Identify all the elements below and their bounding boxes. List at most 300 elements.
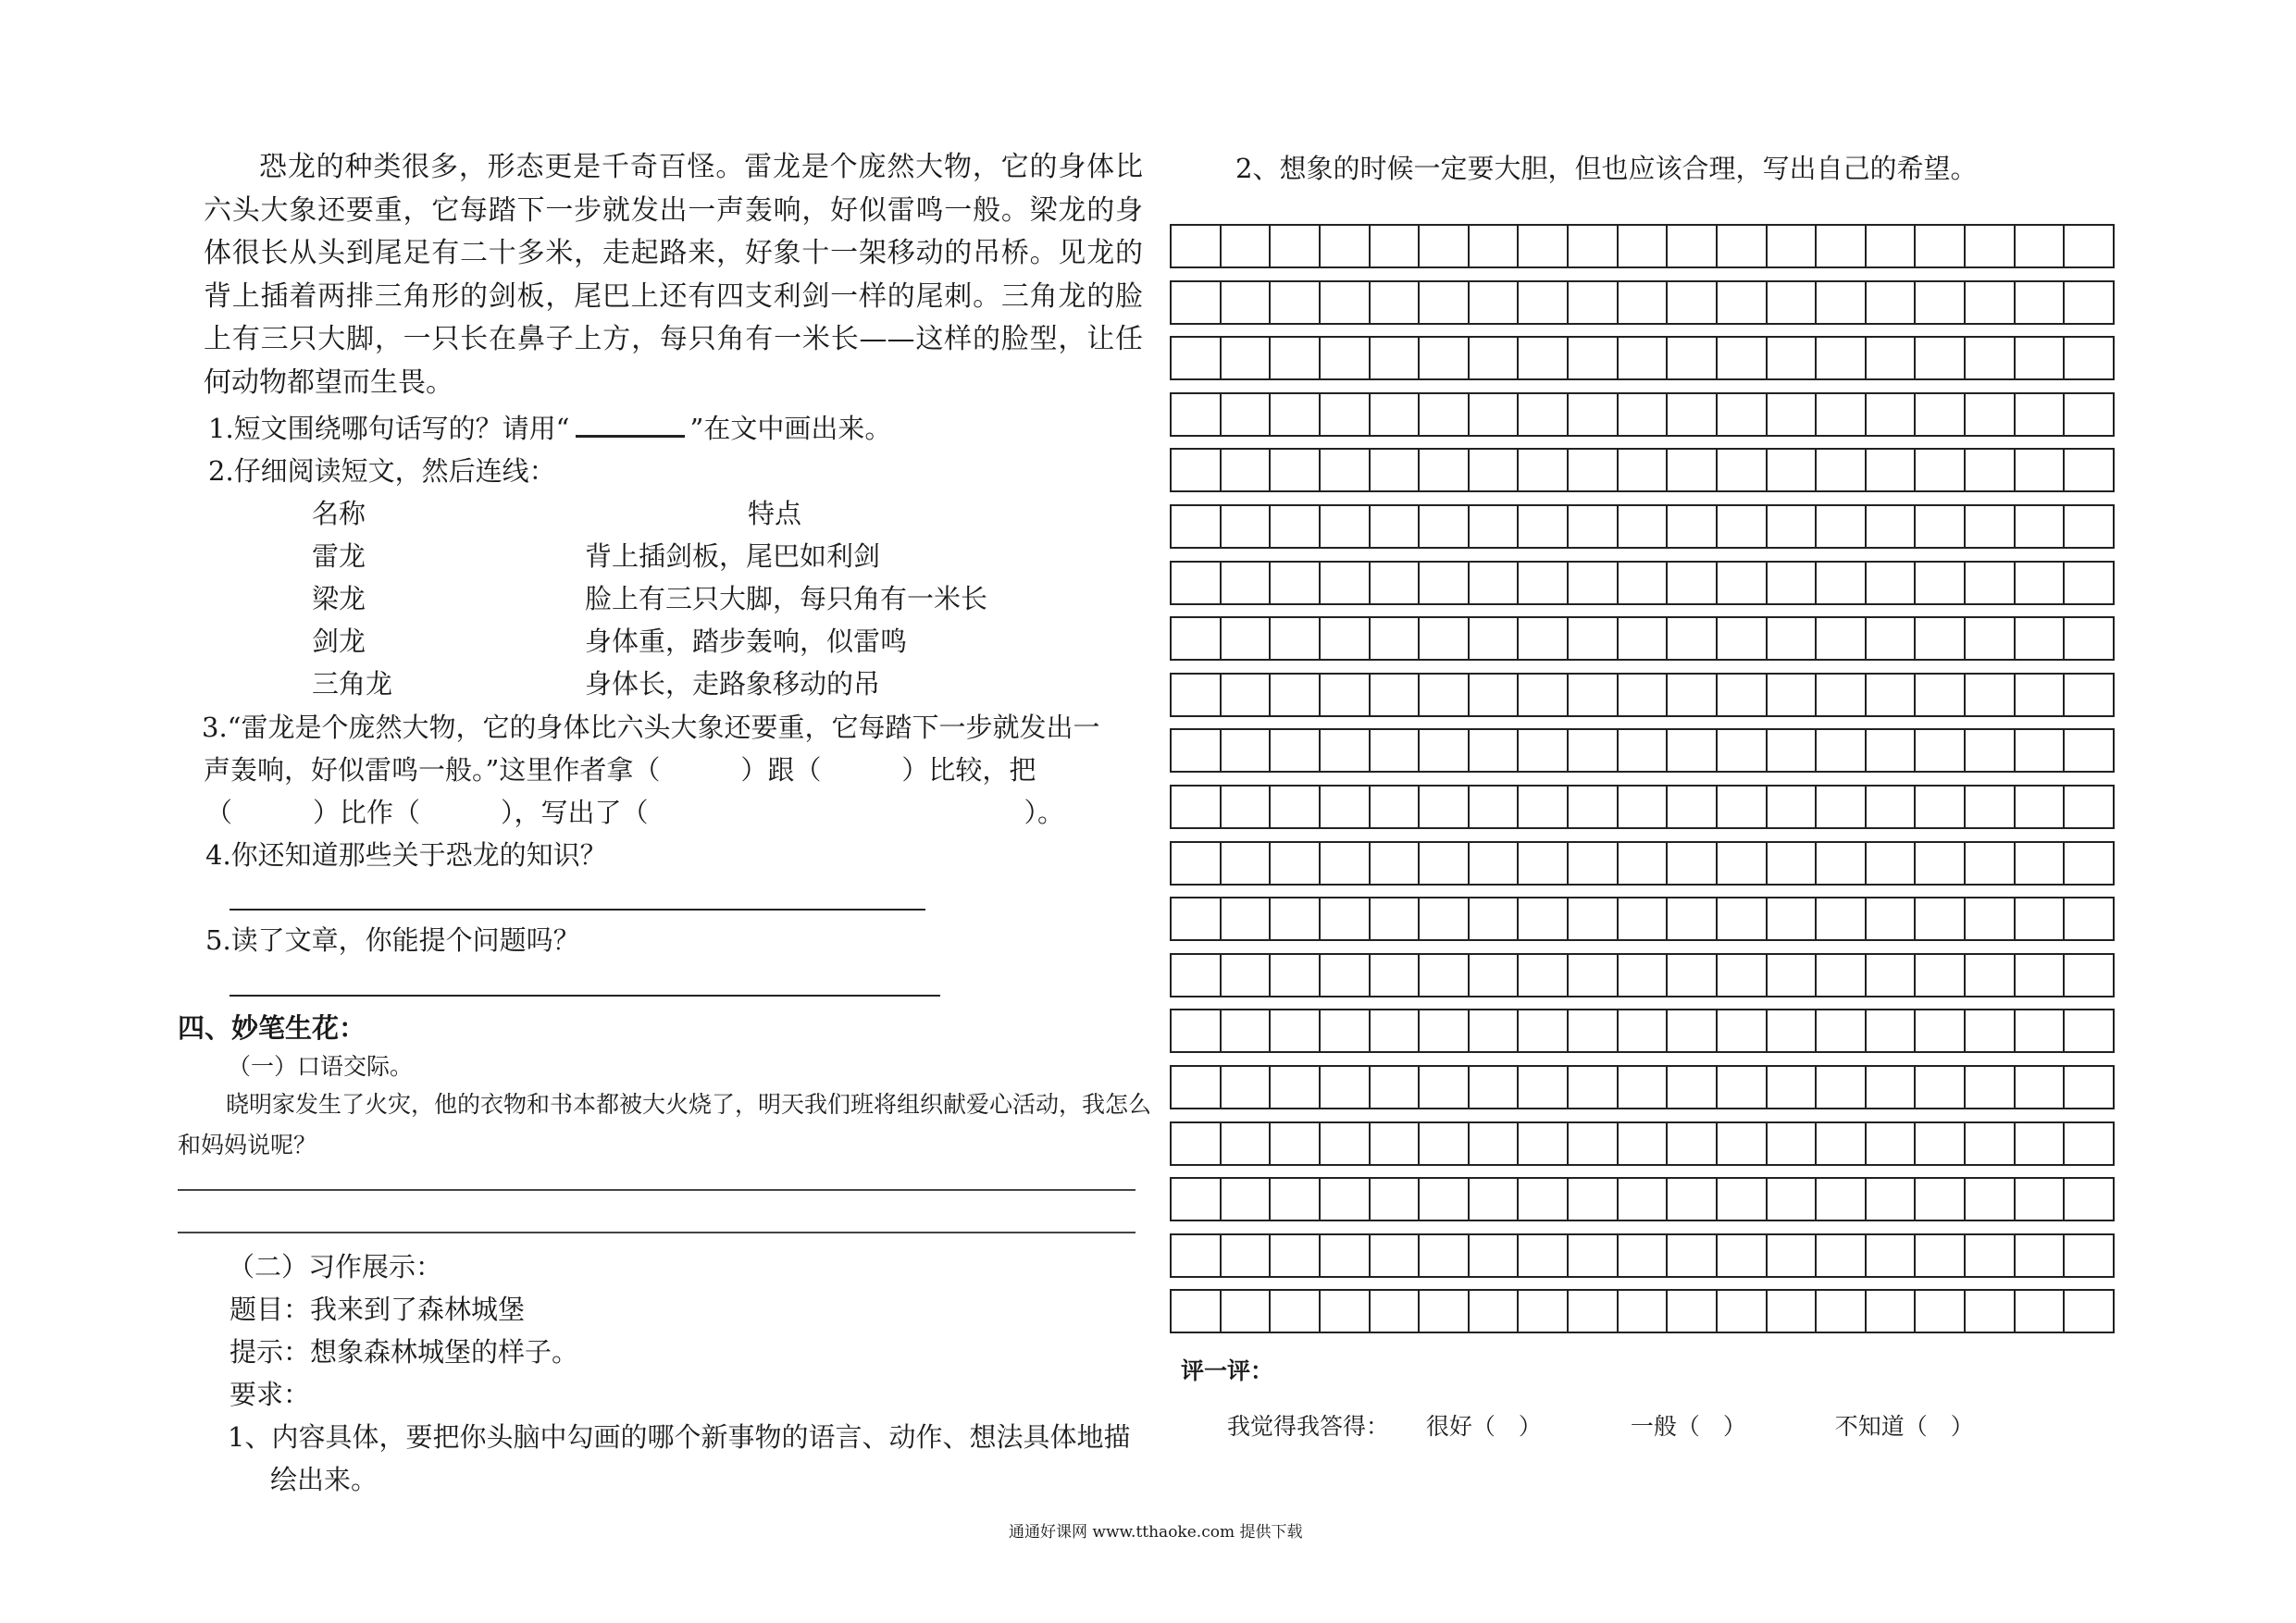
grid-cell[interactable] bbox=[1966, 618, 2016, 659]
grid-cell[interactable] bbox=[1172, 1291, 1222, 1332]
oral-answer-line-1[interactable] bbox=[178, 1189, 1136, 1191]
grid-cell[interactable] bbox=[1420, 506, 1470, 547]
grid-cell[interactable] bbox=[1768, 1291, 1818, 1332]
grid-cell[interactable] bbox=[1768, 675, 1818, 715]
grid-cell[interactable] bbox=[1371, 563, 1421, 603]
match-name-1[interactable]: 雷龙 bbox=[312, 540, 366, 572]
grid-cell[interactable] bbox=[1867, 226, 1917, 266]
grid-cell[interactable] bbox=[1867, 898, 1917, 939]
grid-cell[interactable] bbox=[1668, 618, 1718, 659]
grid-cell[interactable] bbox=[1916, 730, 1966, 771]
grid-cell[interactable] bbox=[1619, 1179, 1669, 1220]
grid-cell[interactable] bbox=[2065, 226, 2115, 266]
grid-cell[interactable] bbox=[1321, 394, 1371, 435]
grid-cell[interactable] bbox=[1371, 1123, 1421, 1164]
grid-cell[interactable] bbox=[1916, 675, 1966, 715]
grid-cell[interactable] bbox=[1668, 282, 1718, 323]
grid-cell[interactable] bbox=[1321, 450, 1371, 490]
grid-cell[interactable] bbox=[1768, 1179, 1818, 1220]
grid-cell[interactable] bbox=[2016, 1291, 2066, 1332]
grid-cell[interactable] bbox=[1966, 226, 2016, 266]
grid-cell[interactable] bbox=[1817, 1235, 1867, 1276]
grid-cell[interactable] bbox=[1768, 955, 1818, 996]
grid-cell[interactable] bbox=[1420, 1291, 1470, 1332]
grid-cell[interactable] bbox=[1817, 450, 1867, 490]
grid-cell[interactable] bbox=[1619, 394, 1669, 435]
grid-cell[interactable] bbox=[1817, 338, 1867, 378]
grid-cell[interactable] bbox=[1619, 1010, 1669, 1051]
grid-cell[interactable] bbox=[1668, 226, 1718, 266]
grid-cell[interactable] bbox=[1470, 955, 1520, 996]
grid-cell[interactable] bbox=[1867, 450, 1917, 490]
grid-cell[interactable] bbox=[1172, 1179, 1222, 1220]
grid-cell[interactable] bbox=[1966, 1291, 2016, 1332]
grid-cell[interactable] bbox=[1668, 1010, 1718, 1051]
grid-cell[interactable] bbox=[1271, 1067, 1321, 1108]
grid-cell[interactable] bbox=[1817, 282, 1867, 323]
grid-cell[interactable] bbox=[2065, 843, 2115, 884]
grid-cell[interactable] bbox=[1718, 1235, 1768, 1276]
match-feature-1[interactable]: 背上插剑板，尾巴如利剑 bbox=[585, 540, 881, 572]
grid-cell[interactable] bbox=[1668, 450, 1718, 490]
grid-cell[interactable] bbox=[1916, 618, 1966, 659]
grid-cell[interactable] bbox=[1271, 730, 1321, 771]
grid-cell[interactable] bbox=[1271, 226, 1321, 266]
grid-cell[interactable] bbox=[1519, 898, 1569, 939]
grid-cell[interactable] bbox=[1172, 338, 1222, 378]
grid-cell[interactable] bbox=[1371, 1179, 1421, 1220]
grid-cell[interactable] bbox=[1916, 394, 1966, 435]
eval-option-good[interactable]: 很好（ ） bbox=[1425, 1413, 1542, 1440]
grid-cell[interactable] bbox=[1271, 282, 1321, 323]
grid-cell[interactable] bbox=[1519, 1179, 1569, 1220]
grid-cell[interactable] bbox=[1966, 730, 2016, 771]
grid-cell[interactable] bbox=[1569, 787, 1619, 827]
grid-cell[interactable] bbox=[2065, 1010, 2115, 1051]
grid-cell[interactable] bbox=[1867, 955, 1917, 996]
grid-cell[interactable] bbox=[1817, 955, 1867, 996]
grid-cell[interactable] bbox=[1321, 506, 1371, 547]
grid-cell[interactable] bbox=[1172, 955, 1222, 996]
grid-cell[interactable] bbox=[1222, 226, 1272, 266]
grid-cell[interactable] bbox=[1718, 955, 1768, 996]
grid-cell[interactable] bbox=[1271, 1179, 1321, 1220]
grid-cell[interactable] bbox=[1668, 1179, 1718, 1220]
grid-cell[interactable] bbox=[1619, 1235, 1669, 1276]
grid-cell[interactable] bbox=[1271, 1235, 1321, 1276]
grid-cell[interactable] bbox=[1817, 675, 1867, 715]
grid-cell[interactable] bbox=[2016, 1010, 2066, 1051]
composition-grid[interactable] bbox=[1170, 224, 2115, 1345]
grid-cell[interactable] bbox=[1619, 1067, 1669, 1108]
grid-cell[interactable] bbox=[1768, 898, 1818, 939]
grid-cell[interactable] bbox=[1768, 843, 1818, 884]
grid-cell[interactable] bbox=[1222, 338, 1272, 378]
grid-cell[interactable] bbox=[1420, 618, 1470, 659]
grid-cell[interactable] bbox=[2016, 563, 2066, 603]
grid-cell[interactable] bbox=[1966, 675, 2016, 715]
grid-cell[interactable] bbox=[1768, 1010, 1818, 1051]
grid-cell[interactable] bbox=[1817, 226, 1867, 266]
grid-cell[interactable] bbox=[1321, 1123, 1371, 1164]
grid-cell[interactable] bbox=[1619, 955, 1669, 996]
grid-cell[interactable] bbox=[1817, 1291, 1867, 1332]
grid-cell[interactable] bbox=[1966, 506, 2016, 547]
grid-cell[interactable] bbox=[2065, 675, 2115, 715]
grid-cell[interactable] bbox=[1172, 843, 1222, 884]
grid-cell[interactable] bbox=[1321, 1010, 1371, 1051]
grid-cell[interactable] bbox=[1867, 843, 1917, 884]
grid-cell[interactable] bbox=[1966, 843, 2016, 884]
grid-cell[interactable] bbox=[2016, 843, 2066, 884]
grid-cell[interactable] bbox=[1470, 226, 1520, 266]
grid-cell[interactable] bbox=[1222, 1123, 1272, 1164]
grid-cell[interactable] bbox=[1172, 787, 1222, 827]
grid-cell[interactable] bbox=[1470, 898, 1520, 939]
grid-cell[interactable] bbox=[1817, 898, 1867, 939]
grid-cell[interactable] bbox=[1172, 1010, 1222, 1051]
grid-cell[interactable] bbox=[1916, 1179, 1966, 1220]
grid-cell[interactable] bbox=[1569, 1067, 1619, 1108]
grid-cell[interactable] bbox=[1371, 787, 1421, 827]
grid-cell[interactable] bbox=[1371, 675, 1421, 715]
grid-cell[interactable] bbox=[1519, 394, 1569, 435]
grid-cell[interactable] bbox=[1271, 675, 1321, 715]
eval-option-average[interactable]: 一般（ ） bbox=[1630, 1413, 1746, 1440]
grid-cell[interactable] bbox=[1768, 338, 1818, 378]
grid-cell[interactable] bbox=[1222, 675, 1272, 715]
grid-cell[interactable] bbox=[1668, 1235, 1718, 1276]
grid-cell[interactable] bbox=[1172, 730, 1222, 771]
grid-cell[interactable] bbox=[1321, 843, 1371, 884]
grid-cell[interactable] bbox=[1966, 282, 2016, 323]
grid-cell[interactable] bbox=[2065, 618, 2115, 659]
grid-cell[interactable] bbox=[1519, 1123, 1569, 1164]
grid-cell[interactable] bbox=[1222, 730, 1272, 771]
grid-cell[interactable] bbox=[2016, 1235, 2066, 1276]
grid-cell[interactable] bbox=[1619, 618, 1669, 659]
grid-cell[interactable] bbox=[1371, 338, 1421, 378]
grid-cell[interactable] bbox=[1966, 1235, 2016, 1276]
grid-cell[interactable] bbox=[1817, 506, 1867, 547]
grid-cell[interactable] bbox=[1271, 338, 1321, 378]
grid-cell[interactable] bbox=[1271, 955, 1321, 996]
grid-cell[interactable] bbox=[1420, 1179, 1470, 1220]
grid-cell[interactable] bbox=[1569, 1235, 1619, 1276]
grid-cell[interactable] bbox=[1768, 506, 1818, 547]
grid-cell[interactable] bbox=[1768, 282, 1818, 323]
match-name-2[interactable]: 梁龙 bbox=[312, 583, 366, 614]
grid-cell[interactable] bbox=[1916, 787, 1966, 827]
grid-cell[interactable] bbox=[1619, 506, 1669, 547]
grid-cell[interactable] bbox=[1519, 675, 1569, 715]
grid-cell[interactable] bbox=[1619, 730, 1669, 771]
grid-cell[interactable] bbox=[1420, 282, 1470, 323]
grid-cell[interactable] bbox=[1271, 394, 1321, 435]
grid-cell[interactable] bbox=[1371, 282, 1421, 323]
grid-cell[interactable] bbox=[1916, 563, 1966, 603]
grid-cell[interactable] bbox=[1222, 898, 1272, 939]
grid-cell[interactable] bbox=[1470, 563, 1520, 603]
grid-cell[interactable] bbox=[1668, 898, 1718, 939]
grid-cell[interactable] bbox=[1867, 338, 1917, 378]
grid-cell[interactable] bbox=[1916, 1291, 1966, 1332]
grid-cell[interactable] bbox=[1420, 843, 1470, 884]
grid-cell[interactable] bbox=[1371, 1235, 1421, 1276]
grid-cell[interactable] bbox=[2016, 226, 2066, 266]
grid-cell[interactable] bbox=[1817, 1010, 1867, 1051]
grid-cell[interactable] bbox=[1420, 1010, 1470, 1051]
grid-cell[interactable] bbox=[1222, 450, 1272, 490]
grid-cell[interactable] bbox=[1420, 955, 1470, 996]
grid-cell[interactable] bbox=[1222, 282, 1272, 323]
grid-cell[interactable] bbox=[2016, 898, 2066, 939]
grid-cell[interactable] bbox=[1271, 1291, 1321, 1332]
grid-cell[interactable] bbox=[1222, 563, 1272, 603]
grid-cell[interactable] bbox=[1321, 730, 1371, 771]
grid-cell[interactable] bbox=[1619, 787, 1669, 827]
grid-cell[interactable] bbox=[1619, 282, 1669, 323]
grid-cell[interactable] bbox=[1916, 506, 1966, 547]
grid-cell[interactable] bbox=[1619, 450, 1669, 490]
grid-cell[interactable] bbox=[1668, 955, 1718, 996]
grid-cell[interactable] bbox=[1718, 506, 1768, 547]
grid-cell[interactable] bbox=[1222, 506, 1272, 547]
grid-cell[interactable] bbox=[1470, 394, 1520, 435]
grid-cell[interactable] bbox=[1718, 1291, 1768, 1332]
grid-cell[interactable] bbox=[1470, 787, 1520, 827]
grid-cell[interactable] bbox=[1470, 1179, 1520, 1220]
grid-cell[interactable] bbox=[1867, 618, 1917, 659]
grid-cell[interactable] bbox=[1371, 394, 1421, 435]
grid-cell[interactable] bbox=[2065, 1291, 2115, 1332]
grid-cell[interactable] bbox=[1321, 226, 1371, 266]
grid-cell[interactable] bbox=[1768, 450, 1818, 490]
grid-cell[interactable] bbox=[2065, 563, 2115, 603]
grid-cell[interactable] bbox=[2065, 1179, 2115, 1220]
grid-cell[interactable] bbox=[1966, 898, 2016, 939]
grid-cell[interactable] bbox=[1172, 675, 1222, 715]
grid-cell[interactable] bbox=[1916, 282, 1966, 323]
grid-cell[interactable] bbox=[1371, 730, 1421, 771]
grid-cell[interactable] bbox=[1966, 787, 2016, 827]
match-name-3[interactable]: 剑龙 bbox=[312, 626, 366, 657]
grid-cell[interactable] bbox=[1867, 1067, 1917, 1108]
grid-cell[interactable] bbox=[2016, 955, 2066, 996]
grid-cell[interactable] bbox=[1718, 843, 1768, 884]
grid-cell[interactable] bbox=[1519, 843, 1569, 884]
grid-cell[interactable] bbox=[1222, 394, 1272, 435]
grid-cell[interactable] bbox=[1519, 226, 1569, 266]
grid-cell[interactable] bbox=[1519, 282, 1569, 323]
grid-cell[interactable] bbox=[1817, 563, 1867, 603]
grid-cell[interactable] bbox=[2065, 787, 2115, 827]
grid-cell[interactable] bbox=[1718, 898, 1768, 939]
grid-cell[interactable] bbox=[1768, 730, 1818, 771]
grid-cell[interactable] bbox=[1569, 226, 1619, 266]
grid-cell[interactable] bbox=[1371, 226, 1421, 266]
grid-cell[interactable] bbox=[1222, 1235, 1272, 1276]
grid-cell[interactable] bbox=[2065, 955, 2115, 996]
grid-cell[interactable] bbox=[1271, 1010, 1321, 1051]
grid-cell[interactable] bbox=[1718, 450, 1768, 490]
grid-cell[interactable] bbox=[1321, 282, 1371, 323]
grid-cell[interactable] bbox=[1668, 1067, 1718, 1108]
grid-cell[interactable] bbox=[1371, 618, 1421, 659]
grid-cell[interactable] bbox=[1916, 450, 1966, 490]
grid-cell[interactable] bbox=[1619, 1291, 1669, 1332]
grid-cell[interactable] bbox=[1569, 1010, 1619, 1051]
grid-cell[interactable] bbox=[1569, 843, 1619, 884]
grid-cell[interactable] bbox=[1271, 506, 1321, 547]
grid-cell[interactable] bbox=[1668, 675, 1718, 715]
grid-cell[interactable] bbox=[1916, 955, 1966, 996]
grid-cell[interactable] bbox=[1470, 730, 1520, 771]
grid-cell[interactable] bbox=[1371, 1067, 1421, 1108]
grid-cell[interactable] bbox=[1420, 1123, 1470, 1164]
grid-cell[interactable] bbox=[1371, 955, 1421, 996]
grid-cell[interactable] bbox=[2065, 730, 2115, 771]
grid-cell[interactable] bbox=[1668, 1123, 1718, 1164]
grid-cell[interactable] bbox=[1966, 1010, 2016, 1051]
oral-answer-line-2[interactable] bbox=[178, 1232, 1136, 1233]
grid-cell[interactable] bbox=[1619, 226, 1669, 266]
grid-cell[interactable] bbox=[1470, 618, 1520, 659]
grid-cell[interactable] bbox=[1519, 1067, 1569, 1108]
grid-cell[interactable] bbox=[1569, 450, 1619, 490]
grid-cell[interactable] bbox=[1271, 843, 1321, 884]
grid-cell[interactable] bbox=[1768, 1067, 1818, 1108]
grid-cell[interactable] bbox=[1569, 506, 1619, 547]
grid-cell[interactable] bbox=[1768, 1123, 1818, 1164]
grid-cell[interactable] bbox=[2065, 394, 2115, 435]
grid-cell[interactable] bbox=[1867, 506, 1917, 547]
grid-cell[interactable] bbox=[1569, 675, 1619, 715]
grid-cell[interactable] bbox=[1519, 1291, 1569, 1332]
grid-cell[interactable] bbox=[1817, 787, 1867, 827]
grid-cell[interactable] bbox=[1718, 563, 1768, 603]
grid-cell[interactable] bbox=[1222, 787, 1272, 827]
grid-cell[interactable] bbox=[1172, 563, 1222, 603]
grid-cell[interactable] bbox=[1470, 1235, 1520, 1276]
grid-cell[interactable] bbox=[1916, 898, 1966, 939]
grid-cell[interactable] bbox=[1867, 730, 1917, 771]
grid-cell[interactable] bbox=[1668, 394, 1718, 435]
grid-cell[interactable] bbox=[1321, 618, 1371, 659]
grid-cell[interactable] bbox=[1817, 394, 1867, 435]
grid-cell[interactable] bbox=[1966, 338, 2016, 378]
grid-cell[interactable] bbox=[1619, 1123, 1669, 1164]
grid-cell[interactable] bbox=[1222, 843, 1272, 884]
grid-cell[interactable] bbox=[1172, 1123, 1222, 1164]
grid-cell[interactable] bbox=[1867, 787, 1917, 827]
grid-cell[interactable] bbox=[1817, 618, 1867, 659]
grid-cell[interactable] bbox=[1271, 450, 1321, 490]
grid-cell[interactable] bbox=[1271, 563, 1321, 603]
grid-cell[interactable] bbox=[2065, 282, 2115, 323]
grid-cell[interactable] bbox=[1718, 1067, 1768, 1108]
grid-cell[interactable] bbox=[1519, 955, 1569, 996]
grid-cell[interactable] bbox=[1420, 338, 1470, 378]
grid-cell[interactable] bbox=[1519, 618, 1569, 659]
grid-cell[interactable] bbox=[2016, 394, 2066, 435]
grid-cell[interactable] bbox=[1321, 338, 1371, 378]
grid-cell[interactable] bbox=[1718, 226, 1768, 266]
grid-cell[interactable] bbox=[1420, 1235, 1470, 1276]
grid-cell[interactable] bbox=[1916, 843, 1966, 884]
grid-cell[interactable] bbox=[1718, 338, 1768, 378]
grid-cell[interactable] bbox=[1470, 843, 1520, 884]
grid-cell[interactable] bbox=[1569, 394, 1619, 435]
grid-cell[interactable] bbox=[1519, 730, 1569, 771]
grid-cell[interactable] bbox=[1172, 506, 1222, 547]
grid-cell[interactable] bbox=[1371, 1010, 1421, 1051]
grid-cell[interactable] bbox=[1420, 563, 1470, 603]
grid-cell[interactable] bbox=[1222, 955, 1272, 996]
grid-cell[interactable] bbox=[1718, 675, 1768, 715]
grid-cell[interactable] bbox=[2016, 506, 2066, 547]
grid-cell[interactable] bbox=[1271, 787, 1321, 827]
grid-cell[interactable] bbox=[1718, 1179, 1768, 1220]
grid-cell[interactable] bbox=[1966, 450, 2016, 490]
grid-cell[interactable] bbox=[1321, 1179, 1371, 1220]
grid-cell[interactable] bbox=[1569, 1123, 1619, 1164]
grid-cell[interactable] bbox=[1271, 898, 1321, 939]
match-name-4[interactable]: 三角龙 bbox=[312, 668, 393, 700]
match-feature-2[interactable]: 脸上有三只大脚，每只角有一米长 bbox=[585, 583, 988, 614]
grid-cell[interactable] bbox=[1867, 1010, 1917, 1051]
grid-cell[interactable] bbox=[1271, 618, 1321, 659]
grid-cell[interactable] bbox=[1470, 506, 1520, 547]
grid-cell[interactable] bbox=[1718, 394, 1768, 435]
grid-cell[interactable] bbox=[1569, 730, 1619, 771]
match-feature-4[interactable]: 身体长，走路象移动的吊 bbox=[585, 668, 881, 700]
grid-cell[interactable] bbox=[1867, 563, 1917, 603]
grid-cell[interactable] bbox=[1619, 338, 1669, 378]
grid-cell[interactable] bbox=[1420, 898, 1470, 939]
grid-cell[interactable] bbox=[2016, 450, 2066, 490]
grid-cell[interactable] bbox=[1420, 450, 1470, 490]
grid-cell[interactable] bbox=[1172, 618, 1222, 659]
grid-cell[interactable] bbox=[1668, 730, 1718, 771]
grid-cell[interactable] bbox=[1768, 1235, 1818, 1276]
grid-cell[interactable] bbox=[1966, 1179, 2016, 1220]
grid-cell[interactable] bbox=[1222, 618, 1272, 659]
grid-cell[interactable] bbox=[1321, 787, 1371, 827]
grid-cell[interactable] bbox=[1271, 1123, 1321, 1164]
grid-cell[interactable] bbox=[1867, 1179, 1917, 1220]
grid-cell[interactable] bbox=[1371, 1291, 1421, 1332]
grid-cell[interactable] bbox=[1619, 675, 1669, 715]
grid-cell[interactable] bbox=[1619, 843, 1669, 884]
grid-cell[interactable] bbox=[1569, 618, 1619, 659]
grid-cell[interactable] bbox=[1817, 1179, 1867, 1220]
grid-cell[interactable] bbox=[1867, 1123, 1917, 1164]
grid-cell[interactable] bbox=[1668, 338, 1718, 378]
answer-line-4[interactable] bbox=[230, 909, 925, 911]
grid-cell[interactable] bbox=[1916, 226, 1966, 266]
grid-cell[interactable] bbox=[1371, 506, 1421, 547]
grid-cell[interactable] bbox=[2016, 1123, 2066, 1164]
grid-cell[interactable] bbox=[2016, 1067, 2066, 1108]
grid-cell[interactable] bbox=[1867, 1235, 1917, 1276]
grid-cell[interactable] bbox=[1470, 282, 1520, 323]
grid-cell[interactable] bbox=[1172, 1067, 1222, 1108]
grid-cell[interactable] bbox=[1569, 1291, 1619, 1332]
grid-cell[interactable] bbox=[1916, 1123, 1966, 1164]
grid-cell[interactable] bbox=[1172, 394, 1222, 435]
grid-cell[interactable] bbox=[1569, 563, 1619, 603]
